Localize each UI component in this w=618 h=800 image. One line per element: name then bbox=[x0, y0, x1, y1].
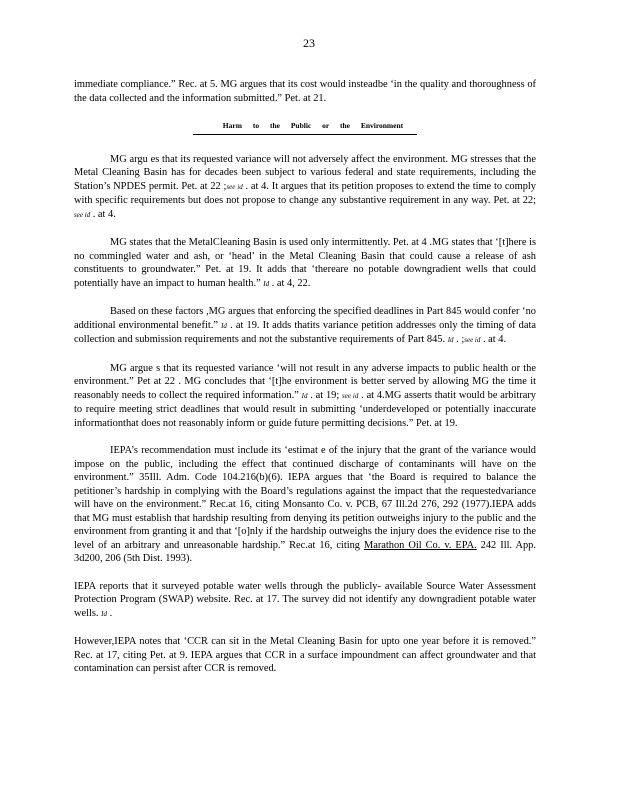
text-run: . at 4, 22. bbox=[269, 277, 311, 289]
citation-signal: Id bbox=[301, 391, 308, 400]
text-run: 242 Ill. App. 3d200, 206 (5th Dist. 1993). bbox=[74, 539, 536, 564]
text-run: However,IEPA notes that ‘CCR can sit in the Metal Cleaning Basin for upto one year before it is removed.” Rec. at 17, citing Pet. at 9. IEPA argues that CCR in a surface impoundment can affect groundwater and that contamination can persist after CCR is removed. bbox=[74, 636, 536, 674]
text-run: . at 4. bbox=[90, 208, 116, 220]
citation-signal: see id bbox=[464, 336, 481, 344]
citation-signal: Id bbox=[447, 336, 454, 344]
paragraph bbox=[74, 78, 536, 105]
text-run: MG states that the MetalCleaning Basin is used only intermittently. Pet. at 4 .MG states that ‘[t]here is no commingled water and ash, or ‘head’ in the Metal Cleaning Basin that could cause a release of ash constituents to groundwater.” Pet. at 19. It adds that ‘thereare no potable downgradient wells that could potentially have an impact to human health.” bbox=[74, 237, 536, 289]
text-run: immediate compliance.” Rec. at 5. MG argues that its cost would insteadbe ‘in the quality and thoroughness of the data collected and the information submitted.” Pet. at 21. bbox=[74, 79, 536, 104]
document-body bbox=[74, 78, 536, 690]
page-number: 23 bbox=[303, 36, 315, 50]
text-run: . at 4. bbox=[480, 334, 507, 345]
citation-signal: Id bbox=[221, 321, 227, 330]
citation-signal: see id bbox=[74, 210, 91, 219]
section-heading-text: Harm to the Public or the Environment bbox=[193, 119, 417, 135]
paragraph bbox=[74, 444, 536, 566]
text-run: MG argue s that its requested variance ‘will not result in any adverse impacts to public health or the environment.” Pet at 22 . MG concludes that ‘[t]he environment is better served by allowing MG the time it reasonably needs to collect the required information.” bbox=[74, 362, 536, 401]
citation-signal: see id bbox=[226, 182, 243, 191]
paragraph bbox=[74, 580, 536, 622]
paragraph bbox=[74, 153, 536, 223]
citation-signal: Id bbox=[101, 609, 107, 618]
citation-signal: see id bbox=[342, 391, 359, 400]
text-run: . bbox=[106, 607, 113, 619]
text-run: . at 4. It argues that its petition proposes to extend the time to comply with specific requirements but does not propose to change any substantive requirement in any way. Pet. at 22; bbox=[74, 180, 536, 206]
citation-signal: Id bbox=[263, 279, 270, 288]
paragraph bbox=[74, 236, 536, 291]
section-heading bbox=[74, 119, 536, 135]
text-run: MG argu es that its requested variance will not adversely affect the environment. MG stresses that the Metal Cleaning Basin has for decades been subject to various federal and state requirements, including the Station’s NPDES permit. Pet. at 22 ; bbox=[74, 153, 536, 192]
paragraph bbox=[74, 362, 536, 431]
case-citation: Marathon Oil Co. v. EPA. bbox=[363, 539, 477, 551]
text-run: . at 19; bbox=[307, 389, 343, 401]
text-run: . at 4.MG asserts thatit would be arbitrary to require meeting strict deadlines that would result in submitting ‘underdeveloped or potentially inaccurate informationthat does not reasonably inform or guide future permitting decisions.” Pet. at 19. bbox=[74, 389, 537, 429]
text-run: . at 19. It adds thatits variance petition addresses only the timing of data collection and submission requirements and not the substantive requirements of Part 845. bbox=[74, 319, 536, 345]
text-run: Based on these factors ,MG argues that enforcing the specified deadlines in Part 845 would confer ‘no additional environmental benefit.” bbox=[74, 306, 536, 331]
text-run: IEPA’s recommendation must include its ‘estimat e of the injury that the grant of the variance would impose on the public, including the effect that continued discharge of contaminants will have on the environment.” 35Ill. Adm. Code 104.216(b)(6). IEPA argues that ‘the Board is required to balance the petitioner’s hardship in complying with the Board’s regulations against the impact that the requestedvariance will have on the environment.” Rec.at 16, citing Monsanto Co. v. PCB, 67 Ill.2d 276, 292 (1977).IEPA adds that MG must establish that hardship resulting from denying its petition outweighs injury to the public and the environment from granting it and that ‘[o]nly if the hardship outweighs the injury does the evidence rise to the level of an arbitrary and unreasonable hardship.” Rec.at 16, citing bbox=[74, 445, 536, 551]
text-run: IEPA reports that it surveyed potable water wells through the publicly- available Source Water Assessment Protection Program (SWAP) website. Rec. at 17. The survey did not identify any downgradient potable water wells. bbox=[74, 580, 536, 619]
paragraph bbox=[74, 305, 536, 348]
paragraph bbox=[74, 635, 536, 676]
text-run: . ; bbox=[453, 334, 465, 345]
